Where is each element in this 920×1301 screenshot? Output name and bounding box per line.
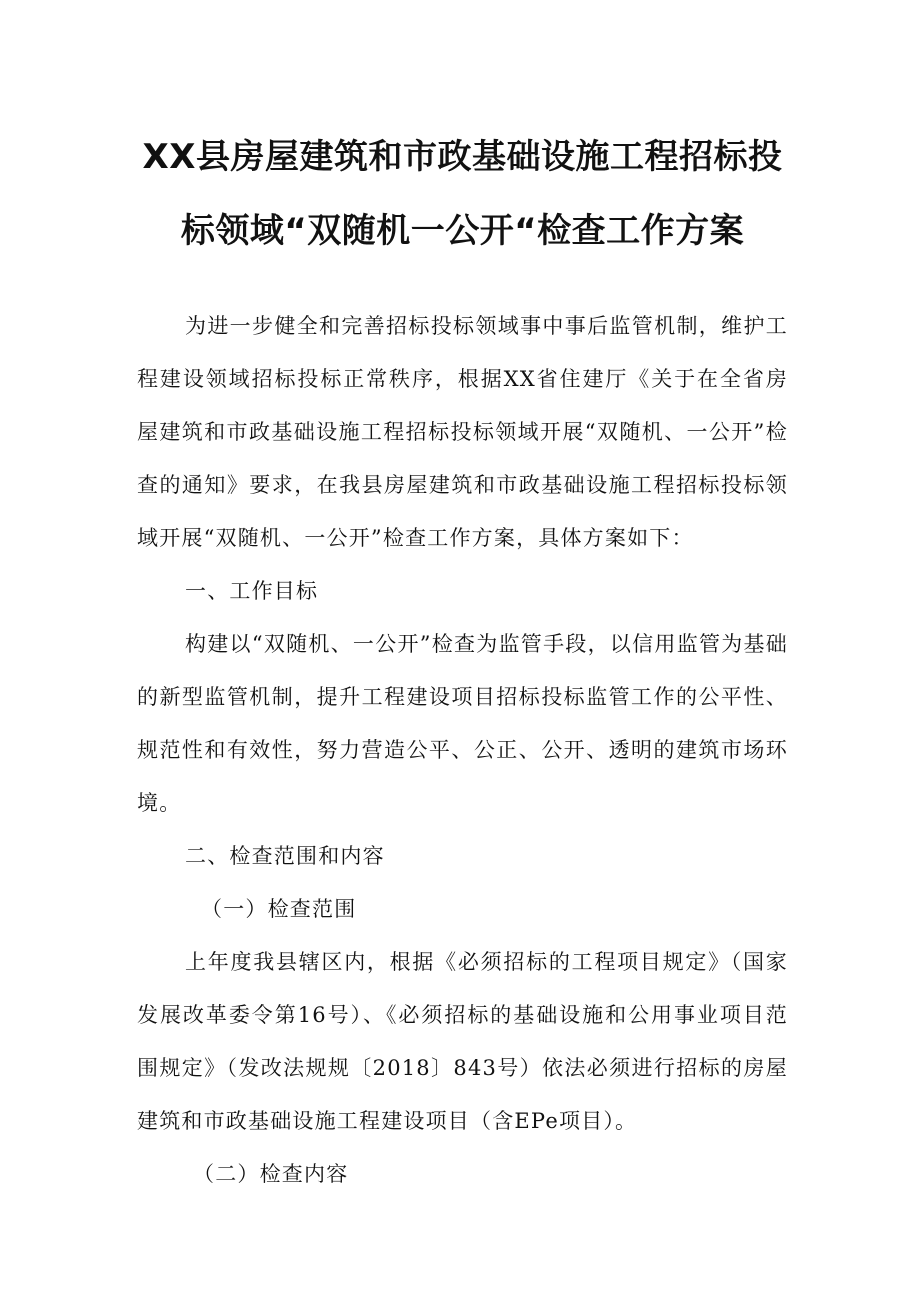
document-page: [137, 120, 788, 1201]
section-1-paragraph: 构建以“双随机、一公开”检查为监管手段，以信用监管为基础的新型监管机制，提升工程建设项目招标投标监管工作的公平性、规范性和有效性，努力营造公平、公正、公开、透明的建筑市场环境。: [137, 632, 788, 815]
subsection-2-heading: （二）检查内容: [193, 1162, 349, 1186]
subsection-1-heading: （一）检查范围: [201, 897, 357, 921]
intro-paragraph: 为进一步健全和完善招标投标领域事中事后监管机制，维护工程建设领域招标投标正常秩序，根据XX省住建厅《关于在全省房屋建筑和市政基础设施工程招标投标领域开展“双随机、一公开”检查的通知》要求，在我县房屋建筑和市政基础设施工程招标投标领域开展“双随机、一公开”检查工作方案，具体方案如下：: [137, 314, 788, 550]
document-title: [137, 120, 788, 268]
title-line-1: XX县房屋建筑和市政基础设施工程招标投: [142, 137, 783, 177]
subsection-1-paragraph: 上年度我县辖区内，根据《必须招标的工程项目规定》（国家发展改革委令第16号）、《必须招标的基础设施和公用事业项目范围规定》（发改法规规〔2018〕843号）依法必须进行招标的房屋建筑和市政基础设施工程建设项目（含EPe项目）。: [137, 950, 788, 1133]
section-1-heading: 一、工作目标: [185, 579, 319, 603]
title-line-2: 标领域“双随机一公开“检查工作方案: [180, 211, 745, 251]
section-2-heading: 二、检查范围和内容: [185, 844, 385, 868]
